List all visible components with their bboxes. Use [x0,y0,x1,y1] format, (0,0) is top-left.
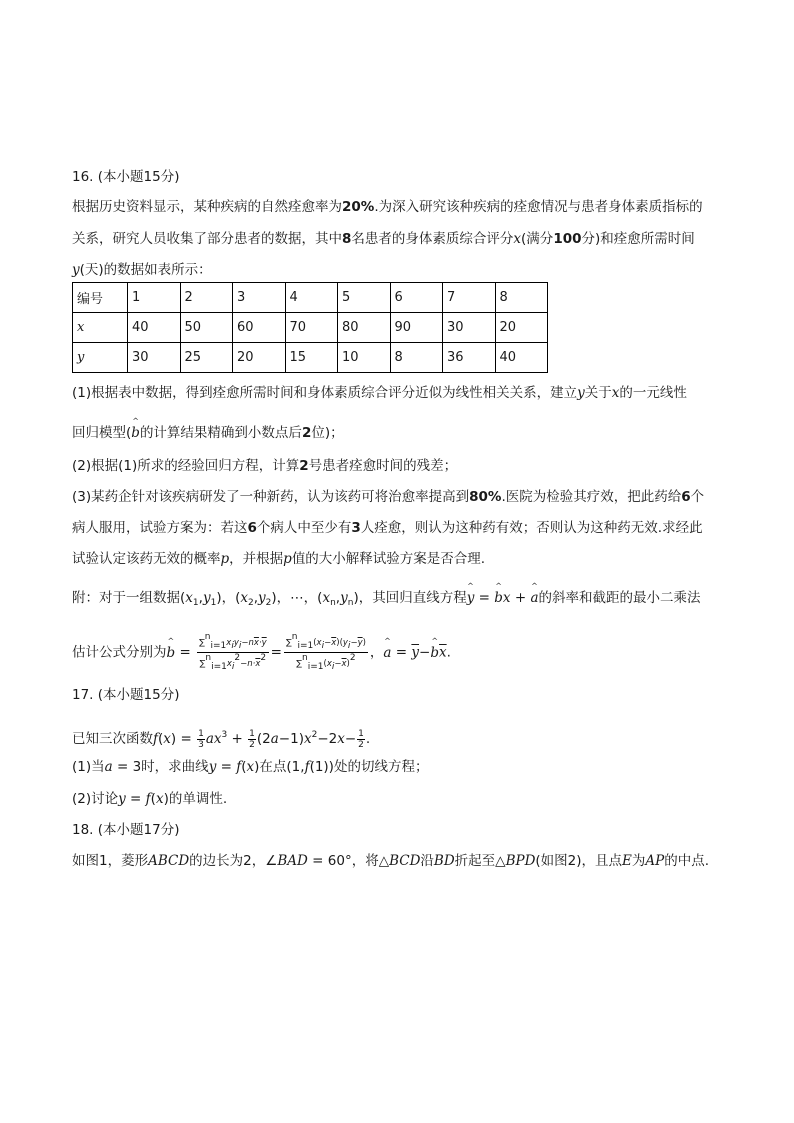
table-cell: 80 [338,313,391,343]
table-row-x [73,313,548,343]
q16-part1-line1: (1)根据表中数据，得到痊愈所需时间和身体素质综合评分近似为线性相关关系，建立y关于x的一元线性 [72,385,687,401]
table-cell: 20 [495,313,548,343]
table-cell: 30 [443,313,496,343]
table-cell: 3 [233,283,286,313]
table-cell: 6 [390,283,443,313]
q16-appendix-line1: 附：对于一组数据$(x_1,y_1)$，$(x_2,y_2)$，⋯，$(x_n,y_n)$，其回归直线方程^ y = ^ bx + ^ a的斜率和截距的最小二乘法 [72,589,724,612]
table-cell: 25 [180,343,233,373]
table-cell: 20 [233,343,286,373]
table-cell: 40 [495,343,548,373]
table-row-index [73,283,548,313]
q17-part2: (2)讨论y = f(x)的单调性. [72,791,228,807]
q17-part1: (1)当a = 3时，求曲线y = f(x)在点(1,f(1))处的切线方程； [72,759,429,775]
table-row-label-x: x [73,313,128,343]
table-cell: 8 [390,343,443,373]
q16-part1-line2: 回归模型(^ b的计算结果精确到小数点后2位)； [72,424,724,442]
table-cell: 10 [338,343,391,373]
table-cell: 15 [285,343,338,373]
formula-b-fraction-2: $\frac{\sum^n_{i=1}(x_i-\overline{x})(y_i-\overline{y})}{\sum^n_{i=1}(x_i-\overline{x})^2}$ [285,632,366,672]
table-cell: 36 [443,343,496,373]
q16-intro-line2: 关系，研究人员收集了部分患者的数据，其中8名患者的身体素质综合评分x(满分100分)和痊愈所需时间 [72,231,695,247]
table-cell: 5 [338,283,391,313]
q16-part3-line3: 试验认定该药无效的概率p，并根据p值的大小解释试验方案是否合理. [72,551,486,567]
q17-intro: 已知三次函数f(x) = $\frac{1}{3}$ $ax^3$ + $\frac{1}{2}$ $(2a-1)x^2-2x-$ $\frac{1}{2}$ . [72,728,371,750]
q16-intro-line3: y(天)的数据如表所示： [72,262,212,278]
table-cell: 40 [128,313,181,343]
q16-intro-line1: 根据历史资料显示，某种疾病的自然痊愈率为20%.为深入研究该种疾病的痊愈情况与患者身体素质指标的 [72,199,703,215]
table-cell: 8 [495,283,548,313]
table-row-label-y: y [73,343,128,373]
q16-part2: (2)根据(1)所求的经验回归方程，计算2号患者痊愈时间的残差； [72,458,458,474]
table-cell: 7 [443,283,496,313]
table-cell: 60 [233,313,286,343]
q16-heading: 16. (本小题15分) [72,169,180,185]
table-row-y [73,343,548,373]
table-cell: 50 [180,313,233,343]
table-cell: 30 [128,343,181,373]
table-cell: 90 [390,313,443,343]
data-table [72,282,548,373]
q16-part3-line1: (3)某药企针对该疾病研发了一种新药，认为该药可将治愈率提高到80%.医院为检验其疗效，把此药给6个 [72,489,705,505]
table-header-label: 编号 [73,283,128,313]
q18-heading: 18. (本小题17分) [72,822,180,838]
table-cell: 1 [128,283,181,313]
table-cell: 4 [285,283,338,313]
formula-b-fraction-1: $\frac{\sum^n_{i=1}x_iy_i-n\overline{x}\cdot\overline{y}}{\sum^n_{i=1}x_i^2-n\cdot\overline{x}^2}$ [199,632,267,672]
table-cell: 70 [285,313,338,343]
table-cell: 2 [180,283,233,313]
q16-part3-line2: 病人服用，试验方案为：若这6个病人中至少有3人痊愈，则认为这种药有效；否则认为这种药无效.求经此 [72,520,703,536]
q16-appendix-line2: 估计公式分别为^ b = $\frac{\sum^n_{i=1}x_iy_i-n\overline{x}\cdot\overline{y}}{\sum^n_{i=1}x_i^2-n\cdot\overline{x}^2}$ = $\frac{\sum^n_{i=1}(x_i-\overline{x})(y_i-\overline{y})}{\sum^n_{i=1}(x_i-\overline{x})^2}$ ，^ $a = \overline{y}-\^{}$ $b\overline{x}$. [72,632,724,672]
q17-heading: 17. (本小题15分) [72,687,180,703]
q18-intro: 如图1，菱形ABCD的边长为2，∠BAD = 60°，将△BCD沿BD折起至△BPD(如图2)，且点E为AP的中点. [72,853,710,869]
